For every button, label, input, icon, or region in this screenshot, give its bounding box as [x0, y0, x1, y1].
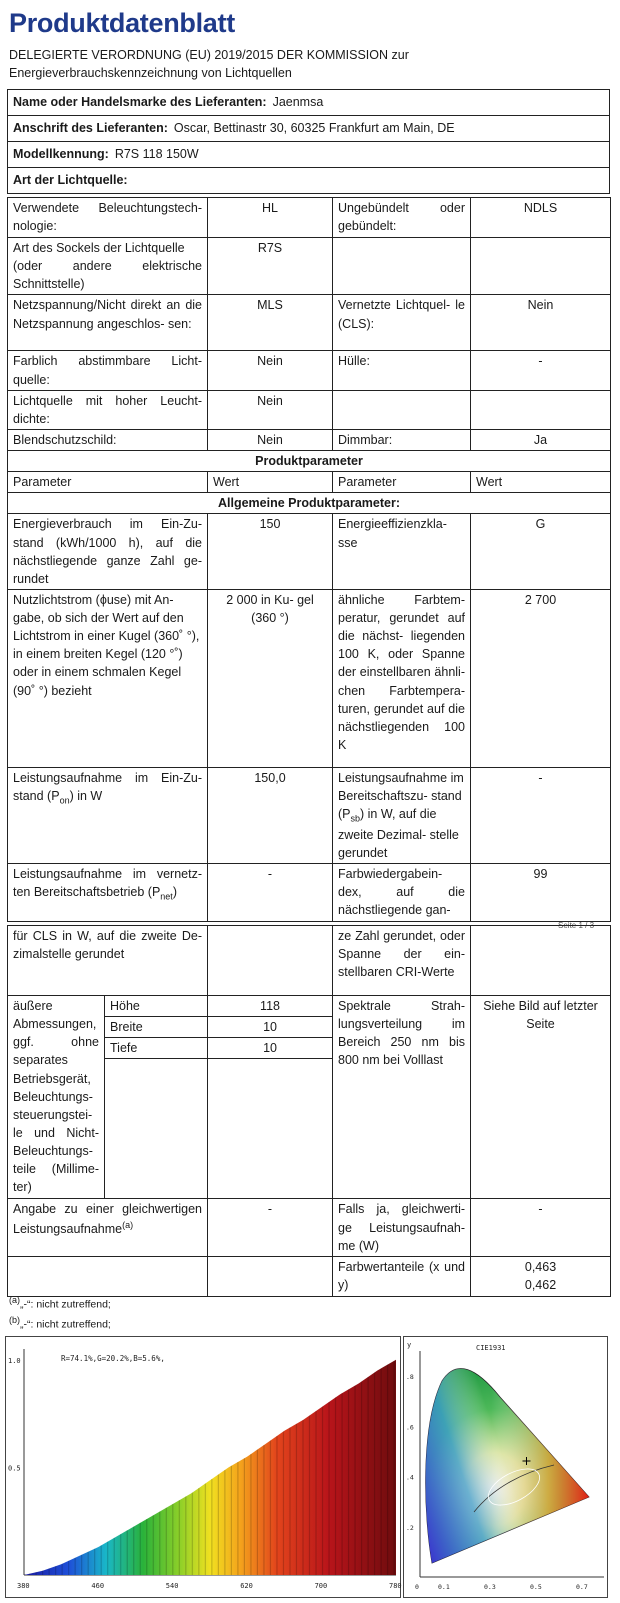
on-mode-power-label: Leistungsaufnahme im Ein-Zu- stand $(P_{on})$ in W: [8, 767, 208, 863]
energy-class-value: G: [471, 514, 611, 590]
table-row: [8, 493, 611, 514]
table-row: [8, 451, 611, 472]
energy-consumption-value: 150: [208, 514, 333, 590]
empty-cell: [333, 238, 471, 295]
high-luminance-label: Lichtquelle mit hoher Leucht- dichte:: [8, 390, 208, 429]
cie-x-tick: 0.3: [484, 1583, 496, 1591]
empty-cell: [471, 390, 611, 429]
spectrum-x-tick: 700: [314, 1582, 328, 1590]
table-row: [8, 589, 611, 767]
dimmable-value: Ja: [471, 429, 611, 450]
footnote-b-text: „-“: nicht zutreffend;: [20, 1318, 111, 1331]
empty-cell: [471, 238, 611, 295]
cls-label: Vernetzte Lichtquel- le (CLS):: [333, 295, 471, 351]
spectrum-x-tick: 380: [17, 1582, 30, 1590]
mains-value: MLS: [208, 295, 333, 351]
socket-label-line-2: (oder andere elektrische Schnittstelle): [13, 259, 202, 292]
socket-value: R7S: [208, 238, 333, 295]
table-row: [8, 514, 611, 590]
rgb-annotation: R=74.1%,G=20.2%,B=5.6%,: [61, 1354, 165, 1363]
table-row: [8, 1199, 611, 1256]
equivalent-power-value: -: [208, 1199, 333, 1256]
subtitle-line-1: DELEGIERTE VERORDNUNG (EU) 2019/2015 DER KOMMISSION zur: [9, 48, 409, 62]
supplier-name-value: Jaenmsa: [272, 94, 324, 109]
column-header-value: Wert: [471, 472, 611, 493]
footnote-a-mark: (a): [9, 1295, 20, 1305]
cie-y-tick: .8: [406, 1373, 414, 1382]
spectral-distribution-chart: [5, 1336, 401, 1598]
column-header-value: Wert: [208, 472, 333, 493]
luminous-flux-value: 2 000 in Ku- gel (360 °): [208, 589, 333, 767]
spectrum-x-tick: 620: [240, 1582, 253, 1590]
width-label: Breite: [105, 1017, 208, 1038]
footnote-a-text: „-“: nicht zutreffend;: [20, 1298, 111, 1311]
standby-power-value: -: [471, 767, 611, 863]
networked-standby-label-continued: für CLS in W, auf die zweite De- zimalstelle gerundet: [8, 926, 208, 996]
spectrum-x-tick: 540: [165, 1582, 179, 1590]
page-title: Produktdatenblatt: [9, 8, 235, 38]
column-header-parameter: Parameter: [333, 472, 471, 493]
supplier-name-row: [8, 90, 609, 116]
cie-x-tick: 0: [415, 1583, 419, 1591]
empty-cell: [333, 390, 471, 429]
spectrum-x-tick: 460: [91, 1582, 105, 1590]
cie-y-tick: .2: [406, 1523, 414, 1532]
spectrum-svg: [6, 1337, 400, 1597]
supplier-name-label: Name oder Handelsmarke des Lieferanten:: [13, 94, 267, 109]
tech-value: HL: [208, 198, 333, 238]
subtitle-line-2: Energieverbrauchskennzeichnung von Lichtquellen: [9, 66, 292, 81]
table-row: [8, 238, 611, 295]
cri-label-continued: ze Zahl gerundet, oder Spanne der ein- stellbaren CRI-Werte: [333, 926, 471, 996]
product-table-page-1: [7, 197, 611, 922]
equivalent-power-if-label: Falls ja, gleichwerti- ge Leistungsaufnah- me (W): [333, 1199, 471, 1256]
height-value: 118: [208, 996, 333, 1017]
page-number: Seite 1 / 3: [558, 921, 595, 930]
chromaticity-x: 0,463: [524, 1259, 557, 1274]
table-row: [8, 926, 611, 996]
cri-label: Farbwiedergabein- dex, auf die nächstliegende gan-: [333, 863, 471, 921]
glare-shield-value: Nein: [208, 429, 333, 450]
cie-x-tick: 0.7: [576, 1583, 588, 1591]
table-row: [8, 390, 611, 429]
chromaticity-value: [471, 1256, 611, 1296]
depth-value: 10: [208, 1038, 333, 1059]
product-params-heading: Produktparameter: [8, 451, 611, 472]
general-params-heading: Allgemeine Produktparameter:: [8, 493, 611, 514]
envelope-label: Hülle:: [333, 351, 471, 390]
tech-label: Verwendete Beleuchtungstech- nologie:: [8, 198, 208, 238]
networked-standby-value: -: [208, 863, 333, 921]
cie-x-tick: 0.1: [438, 1583, 450, 1591]
footnote-b: [9, 1314, 111, 1332]
width-value: 10: [208, 1017, 333, 1038]
table-row: [8, 1256, 611, 1296]
model-row: [8, 142, 609, 168]
color-temperature-value: 2 700: [471, 589, 611, 767]
dimensions-label: äußere Abmessungen, ggf. ohne separates Betriebsgerät, Beleuchtungs- steuerungstei- le und Nicht- Beleuchtungs- teile (Millime- ter): [8, 996, 105, 1199]
energy-consumption-label: Energieverbrauch im Ein-Zu- stand (kWh/1000 h), auf die nächstliegende ganze Zahl ge- rundet: [8, 514, 208, 590]
chromaticity-label: Farbwertanteile (x und y): [333, 1256, 471, 1296]
socket-label: [8, 238, 208, 295]
cie-y-tick: .4: [406, 1473, 414, 1482]
height-label: Höhe: [105, 996, 208, 1017]
footnote-b-mark: (b): [9, 1315, 20, 1325]
on-mode-power-value: 150,0: [208, 767, 333, 863]
table-header-row: [8, 472, 611, 493]
cie1931-chart: [403, 1336, 608, 1598]
table-row: [8, 429, 611, 450]
spectral-distribution-value: Siehe Bild auf letzter Seite: [471, 996, 611, 1199]
empty-cell: [208, 926, 333, 996]
table-row: [8, 198, 611, 238]
supplier-address-value: Oscar, Bettinastr 30, 60325 Frankfurt am Main, DE: [173, 120, 455, 135]
envelope-value: -: [471, 351, 611, 390]
table-row: [8, 996, 611, 1017]
spectrum-y-tick: 0.5: [8, 1464, 21, 1473]
lightsource-type-label: Art der Lichtquelle:: [13, 172, 128, 187]
luminous-flux-label: Nutzlichtstrom (ϕuse) mit An- gabe, ob sich der Wert auf den Lichtstrom in einer Kugel (360˚ °), in einem breiten Kegel (120 °˚) oder in einem schmalen Kegel (90˚ °) bezieht: [8, 589, 208, 767]
empty-cell: [208, 1256, 333, 1296]
spectrum-y-tick: 1.0: [8, 1356, 21, 1365]
energy-class-label: Energieeffizienzkla- sse: [333, 514, 471, 590]
empty-cell: [471, 926, 611, 996]
equivalent-power-label: Angabe zu einer gleichwertigen Leistungsaufnahme$^{(a)}$: [8, 1199, 208, 1256]
chromaticity-y: 0,462: [524, 1277, 557, 1292]
table-row: [8, 767, 611, 863]
cie-y-tick: .6: [406, 1423, 414, 1432]
spectral-distribution-label: Spektrale Strah- lungsverteilung im Bereich 250 nm bis 800 nm bei Volllast: [333, 996, 471, 1199]
empty-cell: [105, 1059, 208, 1199]
model-label: Modellkennung:: [13, 146, 109, 161]
depth-label: Tiefe: [105, 1038, 208, 1059]
cie-title: CIE1931: [476, 1344, 506, 1352]
model-value: R7S 118 150W: [114, 146, 199, 161]
spectrum-x-tick: 780: [389, 1582, 402, 1590]
cri-value: 99: [471, 863, 611, 921]
spectrum-area: [24, 1360, 396, 1575]
cls-value: Nein: [471, 295, 611, 351]
table-row: [8, 351, 611, 390]
lightsource-type-row: [8, 168, 609, 194]
bundled-label: Ungebündelt oder gebündelt:: [333, 198, 471, 238]
color-tunable-value: Nein: [208, 351, 333, 390]
equivalent-power-if-value: -: [471, 1199, 611, 1256]
cie-svg: [404, 1337, 607, 1597]
empty-cell: [8, 1256, 208, 1296]
cie-y-label: y: [407, 1341, 412, 1349]
high-luminance-value: Nein: [208, 390, 333, 429]
supplier-box: [7, 89, 610, 194]
socket-label-line-1: Art des Sockels der Lichtquelle: [13, 241, 185, 255]
product-table-page-2: [7, 925, 611, 1297]
color-tunable-label: Farblich abstimmbare Licht- quelle:: [8, 351, 208, 390]
standby-power-label: Leistungsaufnahme im Bereitschaftszu- stand $(P_{sb})$ in W, auf die zweite Dezimal- stelle gerundet: [333, 767, 471, 863]
dimmable-label: Dimmbar:: [333, 429, 471, 450]
glare-shield-label: Blendschutzschild:: [8, 429, 208, 450]
column-header-parameter: Parameter: [8, 472, 208, 493]
empty-cell: [208, 1059, 333, 1199]
bundled-value: NDLS: [471, 198, 611, 238]
footnote-a: [9, 1294, 111, 1312]
supplier-address-row: [8, 116, 609, 142]
cie-x-tick: 0.5: [530, 1583, 542, 1591]
table-row: [8, 295, 611, 351]
color-temperature-label: ähnliche Farbtem- peratur, gerundet auf die nächst- liegenden 100 K, oder Spanne der einstellbaren ähnli- chen Farbtempera- turen, gerundet auf die nächstliegenden 100 K: [333, 589, 471, 767]
networked-standby-label: Leistungsaufnahme im vernetz- ten Bereitschaftsbetrieb $(P_{net})$: [8, 863, 208, 921]
table-row: [8, 863, 611, 921]
regulation-subtitle: [9, 46, 609, 82]
mains-label: Netzspannung/Nicht direkt an die Netzspannung angeschlos- sen:: [8, 295, 208, 351]
spectral-locus-red-tint: [426, 1368, 589, 1563]
supplier-address-label: Anschrift des Lieferanten:: [13, 120, 168, 135]
